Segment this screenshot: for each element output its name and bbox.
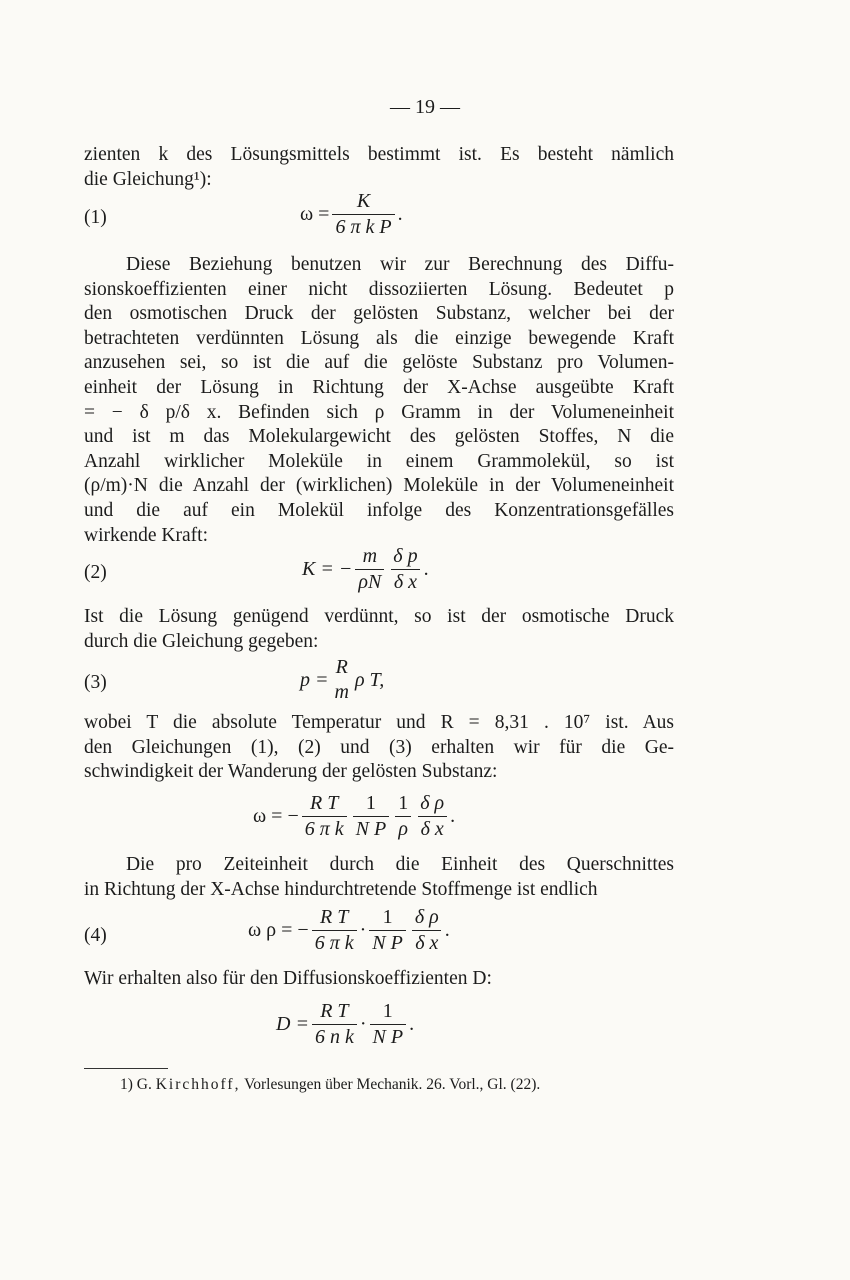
equation-3 (300, 656, 384, 704)
text-line: schwindigkeit der Wanderung der gelösten Substanz: (84, 761, 498, 783)
numerator: R T (310, 792, 339, 814)
denominator: 6 π k P (332, 214, 394, 239)
footnote (120, 1076, 540, 1094)
text-line: den Gleichungen (1), (2) und (3) erhalten wir für die Ge- (84, 736, 674, 758)
text-line: sionskoeffizienten einer nicht dissoziierten Lösung. Bedeutet p (84, 278, 674, 300)
text-line: zienten k des Lösungsmittels bestimmt ist. Es besteht nämlich (84, 144, 674, 165)
equation-number: (2) (84, 562, 107, 583)
fraction (390, 545, 420, 594)
equation-number: (3) (84, 672, 107, 693)
text-line: betrachteten verdünnten Lösung als die einzige bewegende Kraft (84, 327, 674, 349)
text-line: den osmotischen Druck der gelösten Substanz, welcher bei der (84, 303, 674, 325)
equation-tail: . (423, 558, 429, 580)
text-line: wirkende Kraft: (84, 524, 208, 546)
fraction (312, 906, 357, 955)
text-line: Ist die Lösung genügend verdünnt, so ist der osmotische Druck (84, 606, 674, 627)
equation-tail: . (409, 1013, 415, 1035)
equation-5 (276, 1000, 414, 1049)
denominator: 6 π k (312, 930, 357, 955)
numerator: m (362, 545, 378, 567)
equation-tail: . (397, 203, 403, 225)
equation-lhs: p = (300, 668, 329, 691)
fraction (369, 906, 406, 955)
equation-tail: . (444, 919, 450, 941)
denominator: 6 n k (312, 1024, 357, 1049)
text-line: Die pro Zeiteinheit durch die Einheit des Querschnittes (126, 854, 674, 875)
text-line: einheit der Lösung in Richtung der X-Achse ausgeübte Kraft (84, 376, 674, 398)
paragraph-2 (84, 253, 674, 548)
fraction (332, 656, 352, 704)
fraction (355, 545, 384, 594)
page-number: — 19 — (390, 96, 460, 118)
numerator: K (356, 190, 371, 212)
denominator: δ x (418, 816, 447, 841)
equation-tail: . (450, 805, 456, 827)
numerator: 1 (365, 792, 376, 814)
equation-1 (300, 190, 403, 239)
numerator: R (335, 656, 348, 678)
paragraph-6 (84, 967, 674, 992)
numerator: R T (319, 906, 349, 928)
denominator: ρN (355, 569, 384, 594)
fraction (370, 1000, 407, 1049)
denominator: δ x (412, 930, 441, 955)
denominator: N P (353, 816, 390, 841)
equation-tail: ρ T, (354, 668, 385, 691)
text-line: in Richtung der X-Achse hindurchtretende Stoffmenge ist endlich (84, 878, 598, 900)
equation-lhs: D = (276, 1013, 309, 1035)
text-line: die Gleichung¹): (84, 168, 212, 190)
equation-omega (253, 792, 455, 841)
denominator: N P (369, 930, 406, 955)
paragraph-4 (84, 711, 674, 785)
denominator: ρ (395, 816, 411, 841)
fraction (302, 792, 347, 841)
equation-number: (4) (84, 925, 107, 946)
footnote-rule (84, 1068, 168, 1069)
equation-lhs: ω = (300, 203, 330, 225)
fraction (312, 1000, 357, 1049)
text-line: anzusehen sei, so ist die auf die gelöste Substanz pro Volumen- (84, 352, 674, 374)
numerator: δ p (393, 545, 418, 567)
fraction (353, 792, 390, 841)
denominator: δ x (391, 569, 420, 594)
multiply-dot: · (359, 919, 367, 941)
footnote-author: Kirchhoff, (155, 1076, 241, 1093)
paragraph-1 (84, 143, 674, 192)
numerator: 1 (382, 906, 393, 928)
denominator: N P (370, 1024, 407, 1049)
equation-2 (302, 545, 429, 594)
footnote-mark: 1) G. (120, 1076, 152, 1093)
numerator: 1 (398, 792, 409, 814)
numerator: δ ρ (420, 792, 445, 814)
text-line: Diese Beziehung benutzen wir zur Berechnung des Diffu- (126, 254, 674, 275)
text-line: = − δ p/δ x. Befinden sich ρ Gramm in der Volumeneinheit (84, 401, 674, 423)
paragraph-3 (84, 605, 674, 654)
numerator: 1 (382, 1000, 393, 1022)
denominator: m (334, 681, 349, 703)
equation-lhs: K = − (302, 558, 353, 580)
denominator: 6 π k (302, 816, 347, 841)
text-line: und ist m das Molekulargewicht des gelösten Stoffes, N die (84, 426, 674, 448)
equation-lhs: ω = − (253, 805, 299, 827)
text-line: wobei T die absolute Temperatur und R = 8,31 . 10⁷ ist. Aus (84, 712, 674, 733)
equation-4 (248, 906, 450, 955)
text-line: Wir erhalten also für den Diffusionskoeffizienten D: (84, 968, 492, 989)
fraction (412, 906, 442, 955)
text-line: (ρ/m)·N die Anzahl der (wirklichen) Moleküle in der Volumeneinheit (84, 475, 674, 497)
text-line: und die auf ein Molekül infolge des Konzentrationsgefälles (84, 499, 674, 521)
multiply-dot: · (359, 1013, 367, 1035)
footnote-text: Vorlesungen über Mechanik. 26. Vorl., Gl. (22). (244, 1076, 541, 1093)
equation-number: (1) (84, 207, 107, 228)
fraction (417, 792, 447, 841)
fraction (332, 190, 394, 239)
paragraph-5 (84, 853, 674, 902)
numerator: R T (320, 1000, 349, 1022)
numerator: δ ρ (414, 906, 439, 928)
equation-lhs: ω ρ = − (248, 919, 309, 941)
text-line: Anzahl wirklicher Moleküle in einem Grammolekül, so ist (84, 450, 674, 472)
text-line: durch die Gleichung gegeben: (84, 630, 319, 652)
fraction (395, 792, 411, 841)
